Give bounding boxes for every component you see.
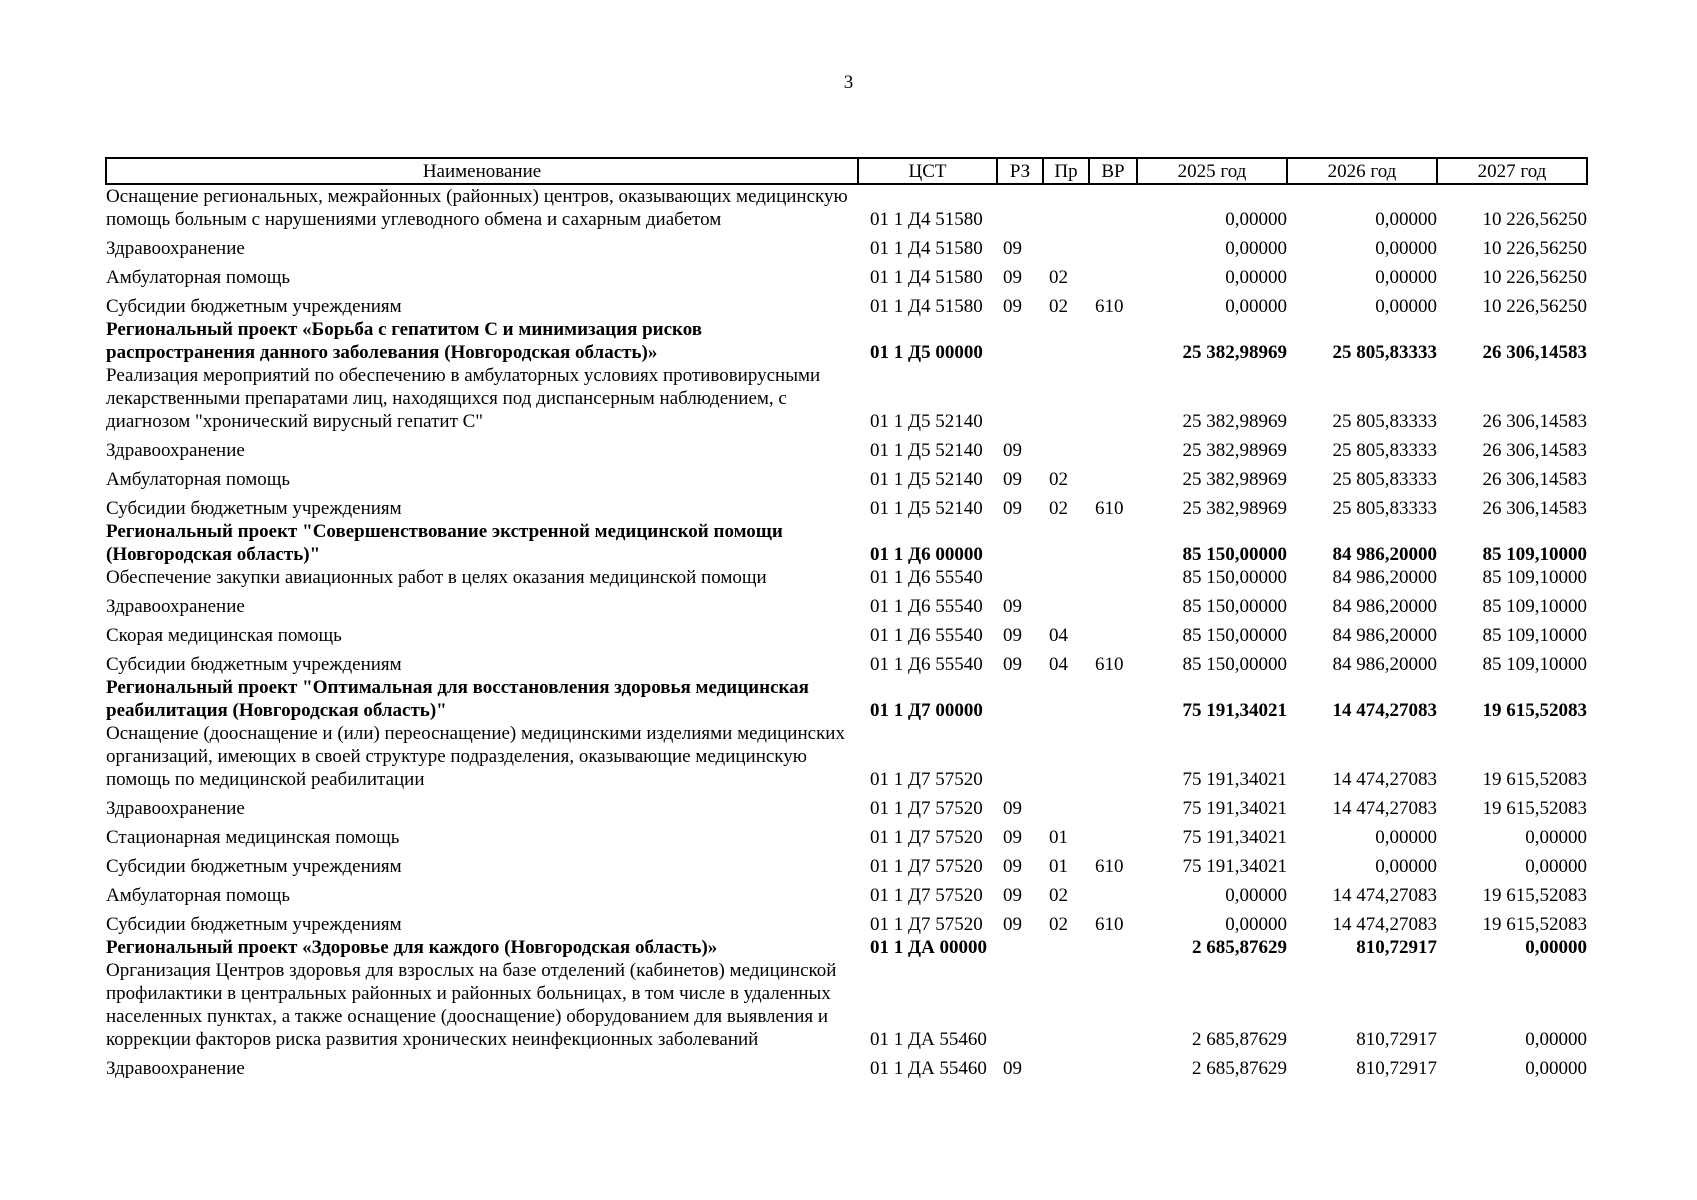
cell-pr	[1043, 318, 1089, 364]
cell-rz: 09	[1003, 654, 1022, 675]
cell-rz	[997, 676, 1043, 722]
cell-pr: 04	[1049, 654, 1068, 675]
cell-y2026: 14 474,27083	[1332, 798, 1437, 819]
cell-y2027: 10 226,56250	[1482, 267, 1587, 288]
cell-y2026: 0,00000	[1375, 267, 1437, 288]
cell-y2025: 75 191,34021	[1182, 700, 1287, 721]
table-row	[106, 433, 1587, 462]
header-pr: Пр	[1043, 158, 1089, 184]
cell-cst: 01 1 Д5 52140	[870, 440, 983, 461]
cell-vr	[1089, 676, 1137, 722]
cell-y2025: 2 685,87629	[1192, 1058, 1287, 1079]
table-header-row	[106, 158, 1587, 184]
cell-name: Субсидии бюджетным учреждениям	[106, 654, 402, 675]
cell-cst: 01 1 Д7 57520	[870, 827, 983, 848]
cell-name: Субсидии бюджетным учреждениям	[106, 856, 402, 877]
cell-y2026: 14 474,27083	[1332, 700, 1437, 721]
cell-y2025: 85 150,00000	[1182, 567, 1287, 588]
cell-vr	[1089, 878, 1137, 907]
table-row	[106, 184, 1587, 231]
cell-rz: 09	[1003, 625, 1022, 646]
table-row	[106, 849, 1587, 878]
table-row	[106, 231, 1587, 260]
table-row	[106, 289, 1587, 318]
cell-y2027: 0,00000	[1525, 827, 1587, 848]
header-2026: 2026 год	[1287, 158, 1437, 184]
cell-y2025: 0,00000	[1225, 267, 1287, 288]
cell-vr	[1089, 231, 1137, 260]
cell-y2025: 25 382,98969	[1182, 440, 1287, 461]
cell-name: Субсидии бюджетным учреждениям	[106, 498, 402, 519]
cell-vr: 610	[1095, 856, 1124, 877]
cell-pr: 04	[1049, 625, 1068, 646]
cell-vr	[1089, 618, 1137, 647]
cell-y2027: 0,00000	[1525, 937, 1587, 958]
cell-rz: 09	[1003, 798, 1022, 819]
cell-cst: 01 1 Д7 00000	[870, 700, 983, 721]
cell-y2026: 84 986,20000	[1332, 596, 1437, 617]
table-row	[106, 566, 1587, 589]
cell-pr	[1043, 936, 1089, 959]
cell-y2027: 85 109,10000	[1482, 654, 1587, 675]
cell-cst: 01 1 ДА 00000	[870, 937, 988, 958]
table-row	[106, 647, 1587, 676]
table-row	[106, 791, 1587, 820]
cell-cst: 01 1 Д5 52140	[870, 469, 983, 490]
table-row	[106, 318, 1587, 364]
cell-name: Здравоохранение	[106, 798, 245, 819]
cell-name: Субсидии бюджетным учреждениям	[106, 296, 402, 317]
cell-y2026: 25 805,83333	[1332, 342, 1437, 363]
cell-rz	[997, 184, 1043, 231]
table-row	[106, 462, 1587, 491]
cell-name: Оснащение региональных, межрайонных (районных) центров, оказывающих медицинскую помощь больным с нарушениями углеводного обмена и сахарным диабетом	[106, 186, 848, 230]
cell-pr	[1043, 791, 1089, 820]
cell-rz: 09	[1003, 596, 1022, 617]
cell-vr	[1089, 462, 1137, 491]
cell-y2025: 0,00000	[1225, 885, 1287, 906]
cell-rz: 09	[1003, 469, 1022, 490]
cell-cst: 01 1 Д7 57520	[870, 769, 983, 790]
cell-pr: 02	[1049, 469, 1068, 490]
header-name: Наименование	[106, 158, 858, 184]
table-row	[106, 1051, 1587, 1080]
cell-cst: 01 1 Д4 51580	[870, 267, 983, 288]
cell-rz	[997, 318, 1043, 364]
cell-cst: 01 1 Д5 00000	[870, 342, 983, 363]
header-cst: ЦСТ	[858, 158, 997, 184]
cell-y2026: 14 474,27083	[1332, 885, 1437, 906]
cell-y2025: 0,00000	[1225, 296, 1287, 317]
cell-y2025: 25 382,98969	[1182, 469, 1287, 490]
cell-y2026: 25 805,83333	[1332, 440, 1437, 461]
cell-cst: 01 1 Д7 57520	[870, 885, 983, 906]
cell-y2025: 0,00000	[1225, 238, 1287, 259]
table-row	[106, 520, 1587, 566]
cell-vr	[1089, 791, 1137, 820]
table-row	[106, 907, 1587, 936]
cell-name: Здравоохранение	[106, 238, 245, 259]
cell-y2025: 2 685,87629	[1192, 937, 1287, 958]
cell-cst: 01 1 Д4 51580	[870, 296, 983, 317]
cell-y2026: 14 474,27083	[1332, 769, 1437, 790]
cell-y2026: 84 986,20000	[1332, 654, 1437, 675]
cell-pr	[1043, 433, 1089, 462]
cell-y2025: 2 685,87629	[1192, 1029, 1287, 1050]
cell-vr	[1089, 722, 1137, 791]
cell-pr	[1043, 722, 1089, 791]
cell-y2027: 10 226,56250	[1482, 238, 1587, 259]
cell-name: Скорая медицинская помощь	[106, 625, 342, 646]
cell-vr: 610	[1095, 654, 1124, 675]
cell-y2026: 0,00000	[1375, 827, 1437, 848]
cell-y2026: 810,72917	[1356, 1058, 1437, 1079]
cell-vr	[1089, 959, 1137, 1051]
cell-y2026: 84 986,20000	[1332, 625, 1437, 646]
cell-pr: 01	[1049, 827, 1068, 848]
cell-name: Региональный проект «Борьба с гепатитом С и минимизация рисков распространения данного заболевания (Новгородская область)»	[106, 319, 703, 363]
table-row	[106, 589, 1587, 618]
cell-rz: 09	[1003, 1058, 1022, 1079]
cell-y2025: 0,00000	[1225, 209, 1287, 230]
cell-cst: 01 1 Д7 57520	[870, 856, 983, 877]
cell-y2027: 10 226,56250	[1482, 296, 1587, 317]
cell-y2025: 25 382,98969	[1182, 498, 1287, 519]
cell-y2025: 75 191,34021	[1182, 798, 1287, 819]
cell-vr	[1089, 364, 1137, 433]
cell-cst: 01 1 Д6 00000	[870, 544, 983, 565]
cell-vr	[1089, 260, 1137, 289]
cell-cst: 01 1 Д5 52140	[870, 411, 983, 432]
cell-y2026: 14 474,27083	[1332, 914, 1437, 935]
cell-pr: 02	[1049, 296, 1068, 317]
cell-y2027: 19 615,52083	[1482, 769, 1587, 790]
cell-vr	[1089, 589, 1137, 618]
cell-y2026: 0,00000	[1375, 209, 1437, 230]
cell-y2025: 85 150,00000	[1182, 625, 1287, 646]
cell-vr: 610	[1095, 914, 1124, 935]
cell-vr	[1089, 1051, 1137, 1080]
cell-name: Организация Центров здоровья для взрослых на базе отделений (кабинетов) медицинской профилактики в центральных районных и районных больницах, в том числе в удаленных населенных пунктах, а также оснащение (дооснащение) оборудованием для выявления и коррекции факторов риска развития хронических неинфекционных заболеваний	[106, 960, 837, 1050]
cell-y2027: 0,00000	[1525, 1029, 1587, 1050]
table-row	[106, 618, 1587, 647]
header-2025: 2025 год	[1137, 158, 1287, 184]
cell-y2027: 19 615,52083	[1482, 914, 1587, 935]
table-row	[106, 878, 1587, 907]
table-row	[106, 936, 1587, 959]
cell-y2026: 0,00000	[1375, 856, 1437, 877]
cell-y2026: 25 805,83333	[1332, 469, 1437, 490]
cell-rz: 09	[1003, 827, 1022, 848]
header-vr: ВР	[1089, 158, 1137, 184]
cell-vr	[1089, 820, 1137, 849]
cell-pr	[1043, 676, 1089, 722]
cell-name: Здравоохранение	[106, 1058, 245, 1079]
cell-y2025: 85 150,00000	[1182, 596, 1287, 617]
cell-name: Субсидии бюджетным учреждениям	[106, 914, 402, 935]
cell-y2025: 0,00000	[1225, 914, 1287, 935]
cell-y2026: 25 805,83333	[1332, 498, 1437, 519]
cell-cst: 01 1 Д5 52140	[870, 498, 983, 519]
cell-cst: 01 1 Д7 57520	[870, 798, 983, 819]
cell-name: Стационарная медицинская помощь	[106, 827, 400, 848]
cell-vr	[1089, 566, 1137, 589]
cell-y2027: 0,00000	[1525, 1058, 1587, 1079]
cell-pr	[1043, 589, 1089, 618]
cell-y2027: 85 109,10000	[1482, 625, 1587, 646]
cell-y2027: 85 109,10000	[1482, 544, 1587, 565]
cell-y2025: 85 150,00000	[1182, 544, 1287, 565]
cell-y2027: 26 306,14583	[1482, 411, 1587, 432]
cell-pr	[1043, 1051, 1089, 1080]
cell-pr: 02	[1049, 267, 1068, 288]
cell-cst: 01 1 ДА 55460	[870, 1058, 987, 1079]
cell-rz: 09	[1003, 856, 1022, 877]
cell-y2025: 75 191,34021	[1182, 856, 1287, 877]
cell-y2026: 810,72917	[1356, 937, 1437, 958]
cell-pr: 01	[1049, 856, 1068, 877]
cell-pr: 02	[1049, 914, 1068, 935]
cell-rz: 09	[1003, 238, 1022, 259]
cell-y2026: 810,72917	[1356, 1029, 1437, 1050]
cell-y2027: 0,00000	[1525, 856, 1587, 877]
cell-rz: 09	[1003, 440, 1022, 461]
header-rz: РЗ	[997, 158, 1043, 184]
cell-name: Обеспечение закупки авиационных работ в целях оказания медицинской помощи	[106, 567, 767, 588]
budget-table	[105, 157, 1588, 1080]
header-2027: 2027 год	[1437, 158, 1587, 184]
cell-name: Региональный проект «Здоровье для каждого (Новгородская область)»	[106, 937, 718, 958]
cell-y2025: 75 191,34021	[1182, 827, 1287, 848]
cell-pr	[1043, 184, 1089, 231]
cell-y2027: 85 109,10000	[1482, 567, 1587, 588]
table-row	[106, 260, 1587, 289]
cell-y2027: 85 109,10000	[1482, 596, 1587, 617]
cell-cst: 01 1 Д4 51580	[870, 209, 983, 230]
cell-vr	[1089, 520, 1137, 566]
cell-pr	[1043, 959, 1089, 1051]
cell-name: Здравоохранение	[106, 440, 245, 461]
cell-rz	[997, 566, 1043, 589]
cell-name: Оснащение (дооснащение и (или) переоснащение) медицинскими изделиями медицинских организаций, имеющих в своей структуре подразделения, оказывающие медицинскую помощь по медицинской реабилитации	[106, 723, 845, 790]
cell-pr	[1043, 566, 1089, 589]
cell-rz: 09	[1003, 267, 1022, 288]
cell-y2027: 19 615,52083	[1482, 700, 1587, 721]
cell-rz	[997, 722, 1043, 791]
table-row	[106, 364, 1587, 433]
cell-cst: 01 1 Д6 55540	[870, 625, 983, 646]
cell-name: Региональный проект "Оптимальная для восстановления здоровья медицинская реабилитация (Новгородская область)"	[106, 677, 809, 721]
cell-cst: 01 1 ДА 55460	[870, 1029, 987, 1050]
page-number: 3	[843, 72, 854, 93]
cell-vr: 610	[1095, 296, 1124, 317]
cell-y2025: 85 150,00000	[1182, 654, 1287, 675]
cell-rz: 09	[1003, 296, 1022, 317]
cell-y2027: 10 226,56250	[1482, 209, 1587, 230]
cell-y2025: 25 382,98969	[1182, 411, 1287, 432]
table-row	[106, 676, 1587, 722]
cell-y2027: 26 306,14583	[1482, 498, 1587, 519]
table-row	[106, 491, 1587, 520]
cell-pr	[1043, 364, 1089, 433]
cell-y2025: 75 191,34021	[1182, 769, 1287, 790]
cell-name: Здравоохранение	[106, 596, 245, 617]
cell-cst: 01 1 Д7 57520	[870, 914, 983, 935]
cell-pr: 02	[1049, 498, 1068, 519]
cell-vr	[1089, 936, 1137, 959]
cell-cst: 01 1 Д4 51580	[870, 238, 983, 259]
cell-rz	[997, 364, 1043, 433]
cell-y2026: 25 805,83333	[1332, 411, 1437, 432]
cell-y2026: 84 986,20000	[1332, 544, 1437, 565]
cell-cst: 01 1 Д6 55540	[870, 596, 983, 617]
cell-name: Амбулаторная помощь	[106, 267, 291, 288]
cell-cst: 01 1 Д6 55540	[870, 654, 983, 675]
cell-y2027: 26 306,14583	[1482, 440, 1587, 461]
cell-vr: 610	[1095, 498, 1124, 519]
cell-name: Амбулаторная помощь	[106, 885, 291, 906]
cell-name: Амбулаторная помощь	[106, 469, 291, 490]
table-row	[106, 959, 1587, 1051]
cell-rz: 09	[1003, 914, 1022, 935]
cell-rz: 09	[1003, 885, 1022, 906]
cell-name: Реализация мероприятий по обеспечению в амбулаторных условиях противовирусными лекарственными препаратами лиц, находящихся под диспансерным наблюдением, с диагнозом "хронический вирусный гепатит С"	[106, 365, 821, 432]
cell-y2027: 19 615,52083	[1482, 798, 1587, 819]
cell-cst: 01 1 Д6 55540	[870, 567, 983, 588]
cell-y2026: 0,00000	[1375, 238, 1437, 259]
cell-pr	[1043, 231, 1089, 260]
cell-rz	[997, 520, 1043, 566]
cell-y2027: 26 306,14583	[1482, 342, 1587, 363]
cell-vr	[1089, 433, 1137, 462]
table-body	[106, 184, 1587, 1080]
cell-rz	[997, 936, 1043, 959]
cell-rz	[997, 959, 1043, 1051]
cell-y2026: 84 986,20000	[1332, 567, 1437, 588]
cell-vr	[1089, 318, 1137, 364]
table-row	[106, 722, 1587, 791]
cell-pr: 02	[1049, 885, 1068, 906]
cell-name: Региональный проект "Совершенствование экстренной медицинской помощи (Новгородская область)"	[106, 521, 783, 565]
cell-y2027: 26 306,14583	[1482, 469, 1587, 490]
cell-rz: 09	[1003, 498, 1022, 519]
table-row	[106, 820, 1587, 849]
cell-y2027: 19 615,52083	[1482, 885, 1587, 906]
cell-pr	[1043, 520, 1089, 566]
cell-y2025: 25 382,98969	[1182, 342, 1287, 363]
cell-y2026: 0,00000	[1375, 296, 1437, 317]
cell-vr	[1089, 184, 1137, 231]
